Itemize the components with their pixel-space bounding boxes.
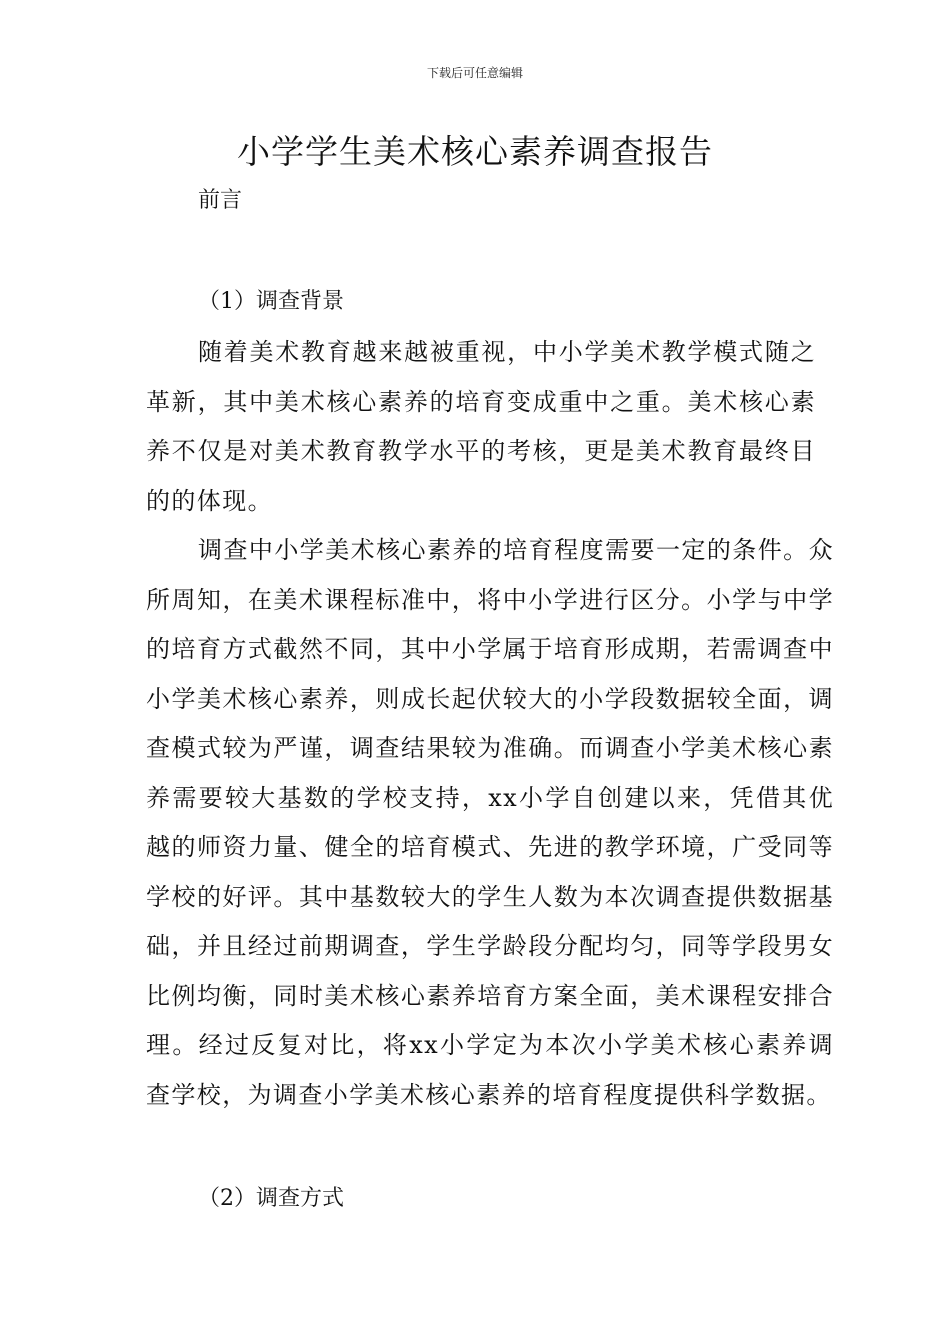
section-heading-method: （2）调查方式: [198, 1186, 344, 1211]
preface-label: 前言: [198, 188, 243, 213]
section-heading-background: （1）调查背景: [198, 289, 344, 314]
body-paragraph: 调查中小学美术核心素养的培育程度需要一定的条件。众所周知，在美术课程标准中，将中小学进行区分。小学与中学的培育方式截然不同，其中小学属于培育形成期，若需调查中小学美术核心素养，则成长起伏较大的小学段数据较全面，调查模式较为严谨，调查结果较为准确。而调查小学美术核心素养需要较大基数的学校支持，xx小学自创建以来，凭借其优越的师资力量、健全的培育模式、先进的教学环境，广受同等学校的好评。其中基数较大的学生人数为本次调查提供数据基础，并且经过前期调查，学生学龄段分配均匀，同等学段男女比例均衡，同时美术核心素养培育方案全面，美术课程安排合理。经过反复对比，将xx小学定为本次小学美术核心素养调查学校，为调查小学美术核心素养的培育程度提供科学数据。: [146, 536, 834, 1109]
header-note: 下载后可任意编辑: [426, 66, 523, 80]
body-paragraph: 随着美术教育越来越被重视，中小学美术教学模式随之革新，其中美术核心素养的培育变成重中之重。美术核心素养不仅是对美术教育教学水平的考核，更是美术教育最终目的的体现。: [146, 338, 816, 515]
document-title: 小学学生美术核心素养调查报告: [237, 132, 713, 171]
